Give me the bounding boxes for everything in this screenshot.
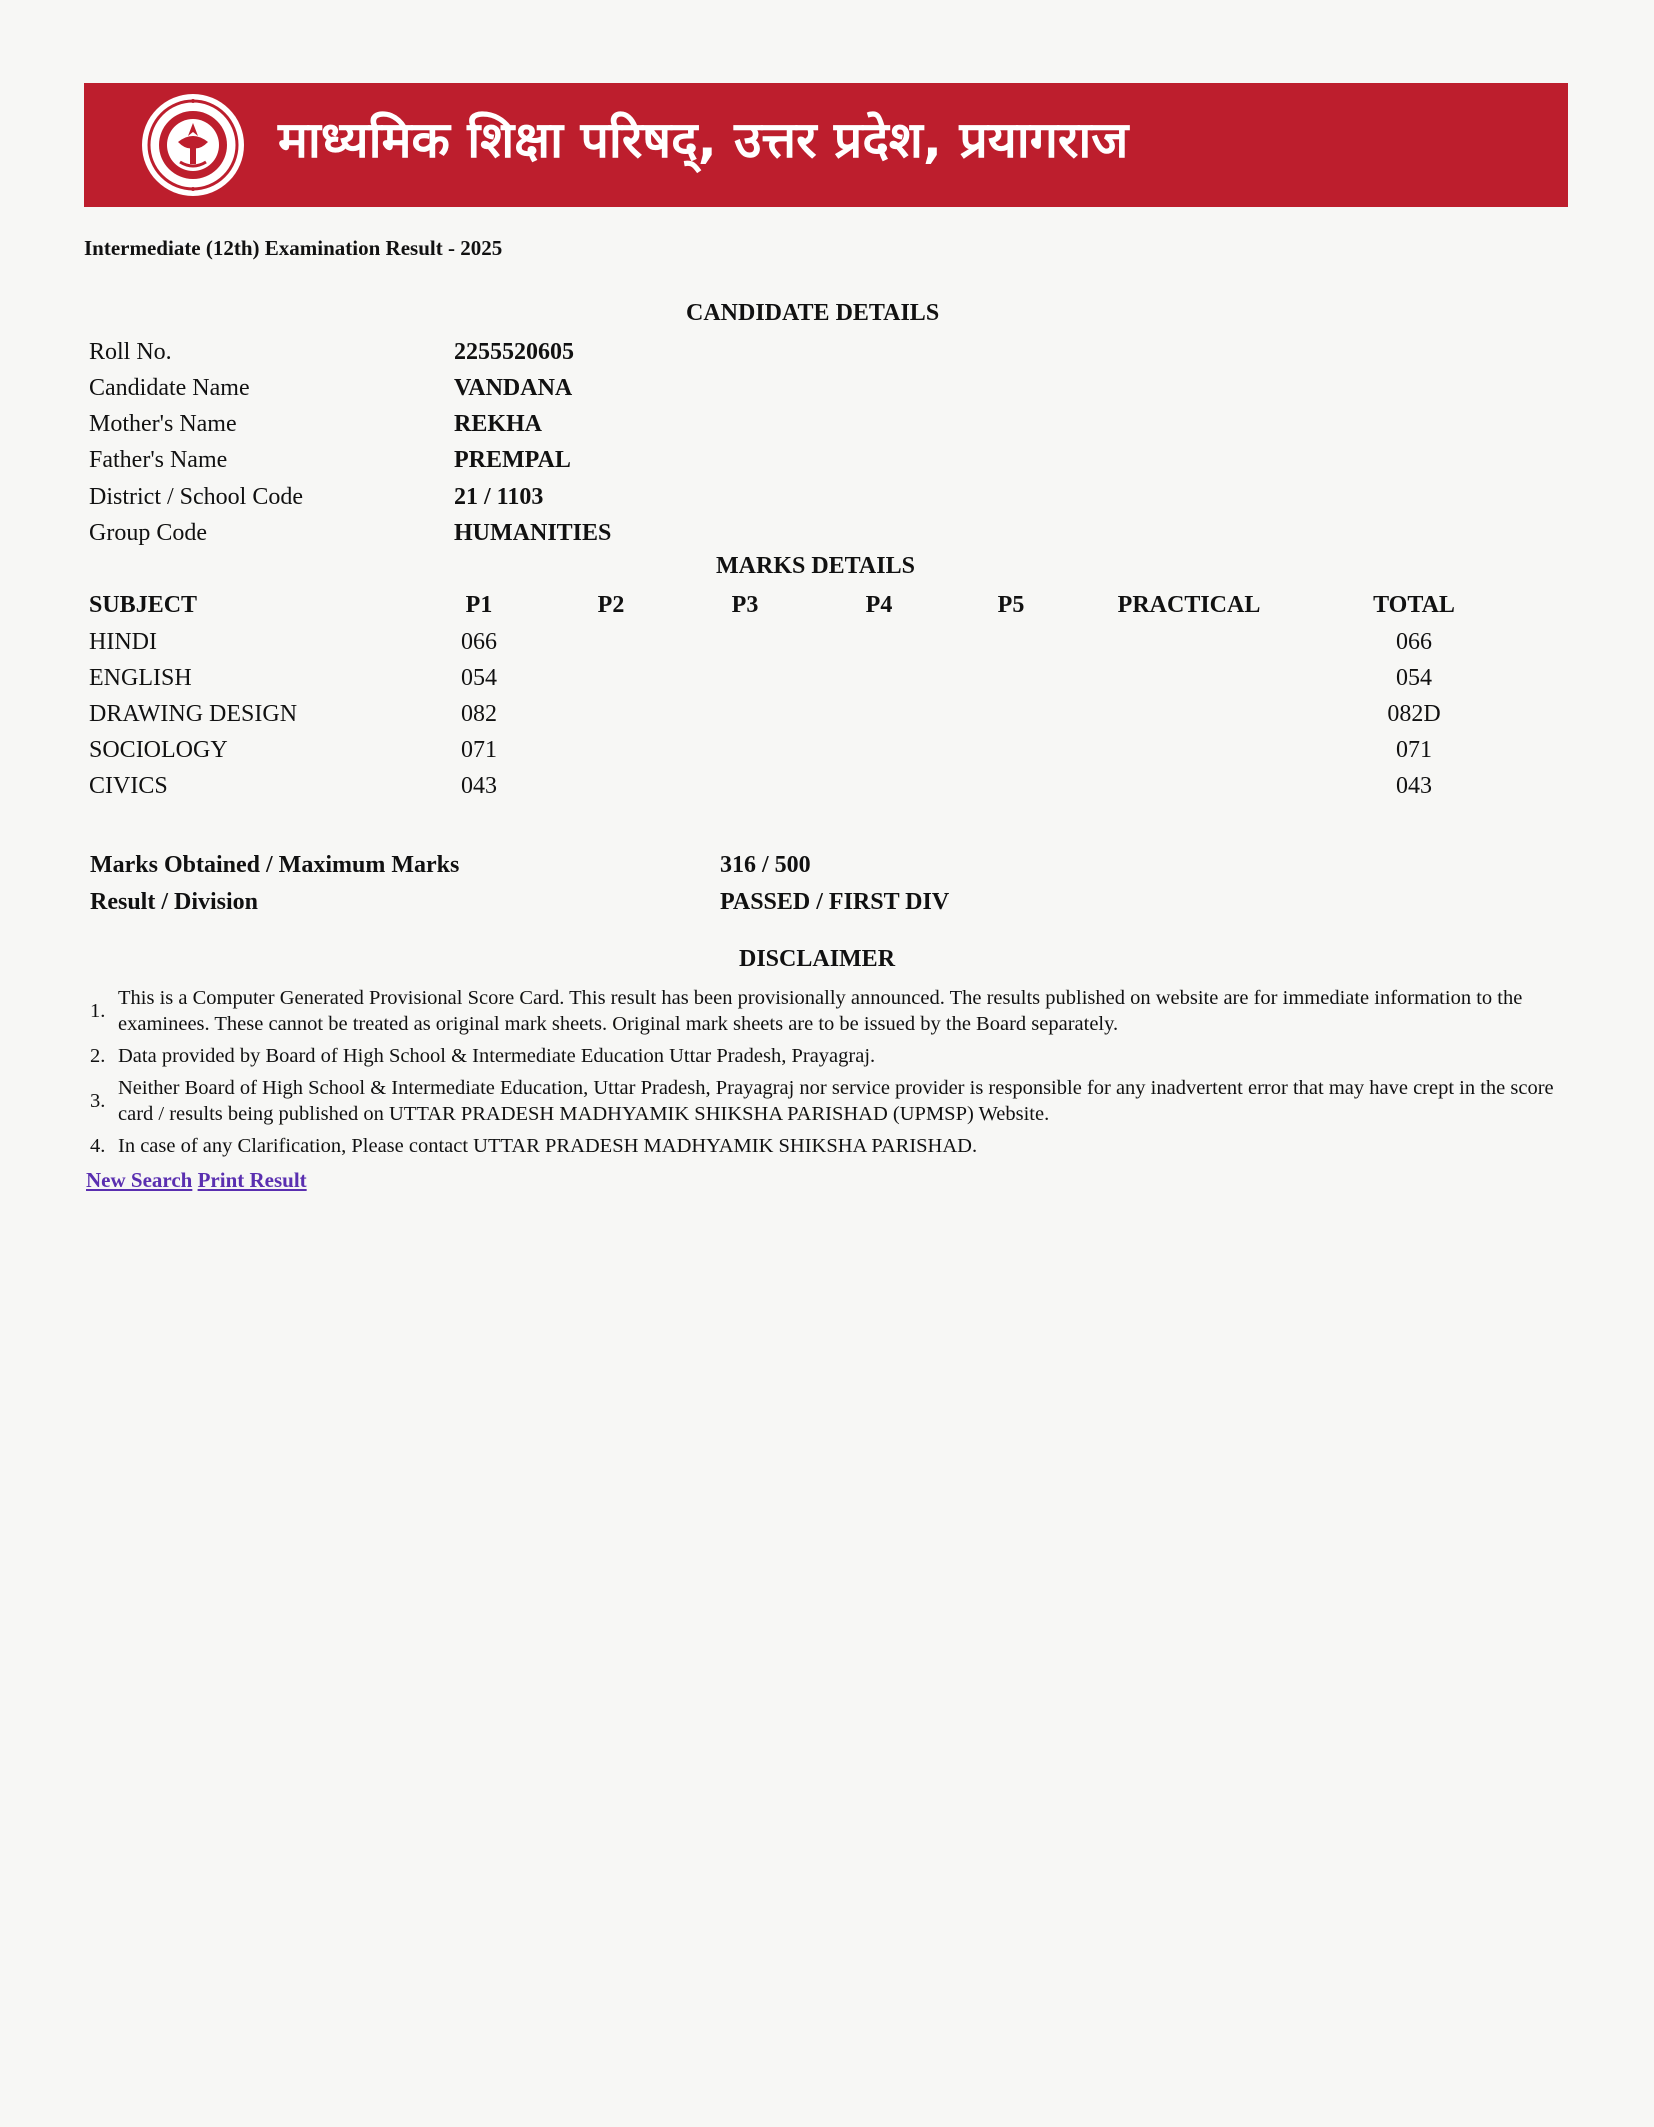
column-header-p1: P1 — [465, 592, 493, 618]
candidate-details-heading: CANDIDATE DETAILS — [686, 300, 940, 326]
p1-cell: 071 — [461, 737, 497, 763]
candidate-label: Mother's Name — [89, 411, 237, 437]
list-item — [90, 1043, 1560, 1069]
column-header-p4: P4 — [865, 592, 893, 618]
candidate-label: Group Code — [89, 520, 207, 546]
table-row — [89, 768, 1569, 804]
subject-cell: CIVICS — [89, 773, 168, 799]
candidate-row-district-school — [89, 479, 989, 515]
candidate-value: PREMPAL — [454, 447, 571, 473]
disclaimer-list — [90, 985, 1560, 1165]
candidate-value: HUMANITIES — [454, 520, 612, 546]
print-result-link[interactable]: Print Result — [197, 1168, 307, 1192]
table-row — [89, 624, 1569, 660]
board-title: माध्यमिक शिक्षा परिषद्, उत्तर प्रदेश, प्रयागराज — [278, 111, 1129, 169]
disclaimer-number: 4. — [90, 1135, 106, 1157]
disclaimer-text: Data provided by Board of High School & Intermediate Education Uttar Pradesh, Prayagraj. — [118, 1045, 876, 1067]
marks-details-heading: MARKS DETAILS — [716, 553, 915, 579]
column-header-total: TOTAL — [1373, 592, 1455, 618]
candidate-label: Father's Name — [89, 447, 228, 473]
disclaimer-number: 3. — [90, 1090, 106, 1112]
list-item — [90, 985, 1560, 1037]
total-cell: 066 — [1396, 629, 1432, 655]
subject-cell: SOCIOLOGY — [89, 737, 228, 763]
candidate-row-roll-no — [89, 334, 989, 370]
candidate-value: VANDANA — [454, 375, 573, 401]
exam-title: Intermediate (12th) Examination Result - 2025 — [84, 236, 503, 260]
total-cell: 043 — [1396, 773, 1432, 799]
candidate-label: Roll No. — [89, 339, 172, 365]
disclaimer-number: 1. — [90, 1000, 106, 1022]
list-item — [90, 1133, 1560, 1159]
disclaimer-heading: DISCLAIMER — [739, 946, 896, 972]
column-header-p2: P2 — [597, 592, 625, 618]
column-header-p5: P5 — [997, 592, 1025, 618]
candidate-label: Candidate Name — [89, 375, 250, 401]
total-cell: 071 — [1396, 737, 1432, 763]
disclaimer-text: Neither Board of High School & Intermediate Education, Uttar Pradesh, Prayagraj nor service provider is responsible for any inadvertent error that may have crept in the score card / results being published on UTTAR PRADESH MADHYAMIK SHIKSHA PARISHAD (UPMSP) Website. — [118, 1077, 1554, 1125]
candidate-value: 21 / 1103 — [454, 484, 544, 510]
candidate-row-name — [89, 370, 989, 406]
column-header-p3: P3 — [731, 592, 759, 618]
disclaimer-text: In case of any Clarification, Please contact UTTAR PRADESH MADHYAMIK SHIKSHA PARISHAD. — [118, 1135, 978, 1157]
total-cell: 054 — [1396, 665, 1432, 691]
marks-table-header — [89, 587, 1569, 623]
table-row — [89, 732, 1569, 768]
disclaimer-text: This is a Computer Generated Provisional Score Card. This result has been provisionally announced. The results published on website are for immediate information to the examinees. These cannot be treated as original mark sheets. Original mark sheets are to be issued by the Board separately. — [118, 987, 1523, 1035]
p1-cell: 082 — [461, 701, 497, 727]
subject-cell: HINDI — [89, 629, 157, 655]
marks-obtained-row — [90, 847, 1190, 883]
result-division-value: PASSED / FIRST DIV — [720, 889, 950, 915]
marks-obtained-label: Marks Obtained / Maximum Marks — [90, 852, 460, 878]
result-division-row — [90, 884, 1190, 920]
marks-obtained-value: 316 / 500 — [720, 852, 811, 878]
subject-cell: ENGLISH — [89, 665, 192, 691]
candidate-row-group-code — [89, 515, 989, 551]
result-division-label: Result / Division — [90, 889, 259, 915]
subject-cell: DRAWING DESIGN — [89, 701, 298, 727]
action-links — [86, 1168, 307, 1193]
table-row — [89, 696, 1569, 732]
header-banner — [84, 83, 1568, 207]
column-header-subject: SUBJECT — [89, 592, 198, 618]
upmsp-emblem-icon — [140, 92, 246, 198]
new-search-link[interactable]: New Search — [86, 1168, 193, 1192]
disclaimer-number: 2. — [90, 1045, 106, 1067]
p1-cell: 054 — [461, 665, 497, 691]
p1-cell: 043 — [461, 773, 497, 799]
list-item — [90, 1075, 1560, 1127]
candidate-value: REKHA — [454, 411, 543, 437]
candidate-row-mother — [89, 406, 989, 442]
total-cell: 082D — [1387, 701, 1441, 727]
column-header-practical: PRACTICAL — [1117, 592, 1261, 618]
candidate-label: District / School Code — [89, 484, 303, 510]
table-row — [89, 660, 1569, 696]
p1-cell: 066 — [461, 629, 497, 655]
candidate-value: 2255520605 — [454, 339, 574, 365]
candidate-row-father — [89, 442, 989, 478]
